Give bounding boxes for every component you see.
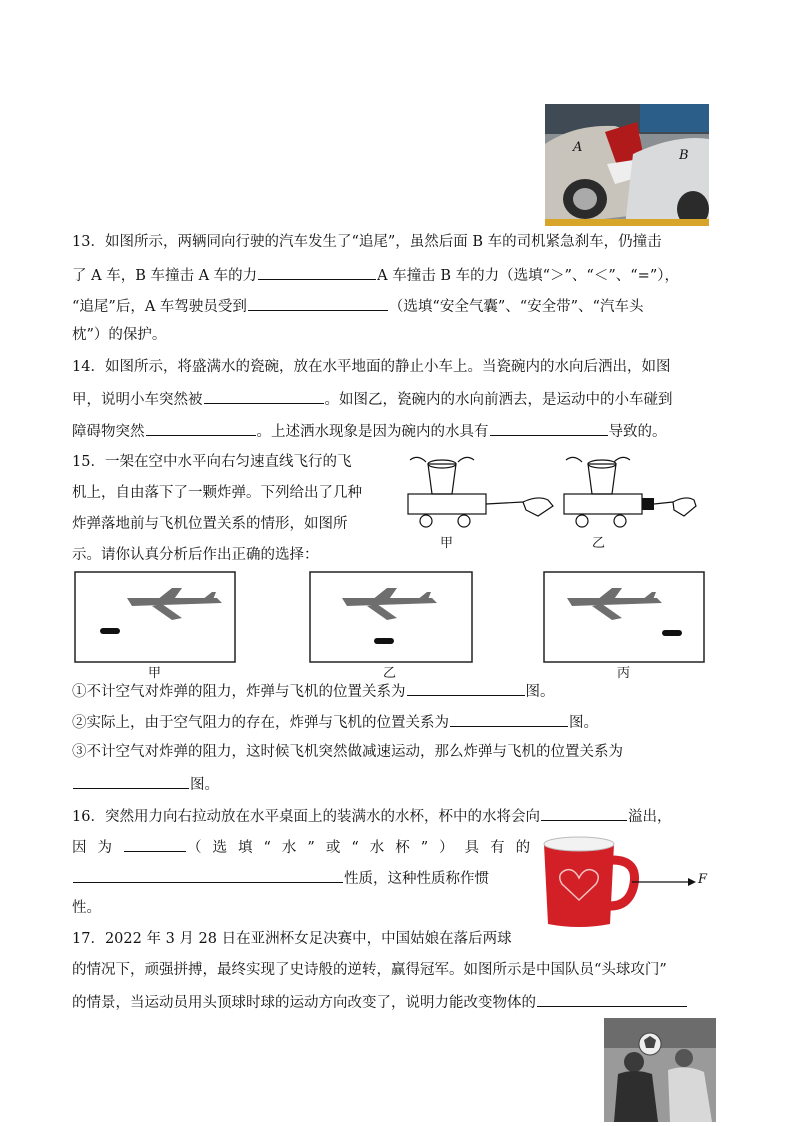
q16-line1 xyxy=(72,805,671,827)
panel-label-yi: 乙 xyxy=(383,666,397,681)
q17-line3 xyxy=(72,991,688,1013)
q14-text-2b: 。如图乙，瓷碗内的水向前洒去，是运动中的小车碰到 xyxy=(324,392,673,408)
q13-text-2a: 了 A 车，B 车撞击 A 车的力 xyxy=(72,268,258,284)
q16-text-2b: （选填“水”或“水杯”）具有的 xyxy=(187,840,542,856)
q14-text-2a: 甲，说明小车突然被 xyxy=(72,392,203,408)
q17-text-3: 的情景，当运动员用头顶球时球的运动方向改变了，说明力能改变物体的 xyxy=(72,995,536,1011)
q16-line2 xyxy=(72,836,541,858)
q15-blank-1[interactable] xyxy=(407,680,525,696)
plane-yi xyxy=(342,588,437,620)
q15-sub2-end: 图。 xyxy=(569,715,598,731)
q13-text-3a: “追尾”后，A 车驾驶员受到 xyxy=(72,299,247,315)
q15-sub2-text: ②实际上，由于空气阻力的存在，炸弹与飞机的位置关系为 xyxy=(72,715,449,731)
q13-line2 xyxy=(72,264,679,286)
q15-sub3-cont xyxy=(72,773,219,795)
q14-blank-1[interactable] xyxy=(204,388,324,404)
bomb-jia xyxy=(100,628,120,634)
q13-blank-2[interactable] xyxy=(248,295,388,311)
car-b-label: B xyxy=(679,148,689,163)
q15-sub2 xyxy=(72,711,598,733)
q15-line3: 炸弹落地前与飞机位置关系的情形，如图所 xyxy=(72,516,348,532)
q15-sub1-text: ①不计空气对炸弹的阻力，炸弹与飞机的位置关系为 xyxy=(72,684,406,700)
q17-blank-1[interactable] xyxy=(537,991,687,1007)
q16-line3 xyxy=(72,867,489,889)
q16-text-3: 性质，这种性质称作惯 xyxy=(344,871,489,887)
car-a-label: A xyxy=(573,140,583,155)
q13-text-2b: A 车撞击 B 车的力（选填“＞”、“＜”、“=”）， xyxy=(377,268,679,284)
q15-line2: 机上，自由落下了一颗炸弹。下列给出了几种 xyxy=(72,485,362,501)
q15-blank-2[interactable] xyxy=(450,711,568,727)
q13-line4: 枕”）的保护。 xyxy=(72,327,167,343)
q15-sub3: ③不计空气对炸弹的阻力，这时候飞机突然做减速运动，那么炸弹与飞机的位置关系为 xyxy=(72,744,623,760)
q13-line1: 13．如图所示，两辆同向行驶的汽车发生了“追尾”，虽然后面 B 车的司机紧急刹车，仍撞击 xyxy=(72,234,662,250)
q13-blank-1[interactable] xyxy=(258,264,376,280)
q16-blank-1[interactable] xyxy=(541,805,627,821)
q15-sub3-end: 图。 xyxy=(190,777,219,793)
q14-text-3c: 导致的。 xyxy=(608,424,667,440)
q16-text-1a: 16．突然用力向右拉动放在水平桌面上的装满水的水杯，杯中的水将会向 xyxy=(72,809,540,825)
q17-line2: 的情况下，顽强拼搏，最终实现了史诗般的逆转，赢得冠军。如图所示是中国队员“头球攻门” xyxy=(72,962,667,978)
fig-label-yi: 乙 xyxy=(592,536,606,551)
car-collision-photo xyxy=(545,104,709,226)
plane-jia xyxy=(127,588,222,620)
q14-line3 xyxy=(72,420,667,442)
bomb-bing xyxy=(662,630,682,636)
q15-sub1 xyxy=(72,680,555,702)
q14-blank-2[interactable] xyxy=(146,420,256,436)
q15-line4: 示。请你认真分析后作出正确的选择： xyxy=(72,547,319,563)
q13-line3 xyxy=(72,295,643,317)
q14-text-3b: 。上述洒水现象是因为碗内的水具有 xyxy=(256,424,489,440)
q16-text-1b: 溢出， xyxy=(627,809,672,825)
soccer-header-photo xyxy=(604,1018,716,1122)
q13-text-3b: （选填“安全气囊”、“安全带”、“汽车头 xyxy=(388,299,644,315)
q16-blank-3[interactable] xyxy=(73,867,343,883)
bomb-yi xyxy=(374,638,394,644)
q17-line1: 17．2022 年 3 月 28 日在亚洲杯女足决赛中，中国姑娘在落后两球 xyxy=(72,931,512,947)
q16-text-2a: 因为 xyxy=(72,840,123,856)
plane-bing xyxy=(567,588,662,620)
mug-force-figure xyxy=(538,832,713,930)
panel-label-bing: 丙 xyxy=(617,666,631,681)
q14-line1: 14．如图所示，将盛满水的瓷碗，放在水平地面的静止小车上。当瓷碗内的水向后洒出，如图 xyxy=(72,359,671,375)
bowl-cart-figure xyxy=(398,450,698,552)
q15-blank-3[interactable] xyxy=(73,773,189,789)
q14-text-3a: 障碍物突然 xyxy=(72,424,145,440)
q16-blank-2[interactable] xyxy=(124,836,186,852)
plane-bomb-figure xyxy=(72,570,706,682)
q16-line4: 性。 xyxy=(72,900,101,916)
q15-sub1-end: 图。 xyxy=(525,684,555,700)
force-label: F xyxy=(698,872,708,887)
q14-blank-3[interactable] xyxy=(490,420,608,436)
panel-label-jia: 甲 xyxy=(148,666,162,681)
q14-line2 xyxy=(72,388,673,410)
fig-label-jia: 甲 xyxy=(440,536,454,551)
q15-line1: 15．一架在空中水平向右匀速直线飞行的飞 xyxy=(72,454,352,470)
